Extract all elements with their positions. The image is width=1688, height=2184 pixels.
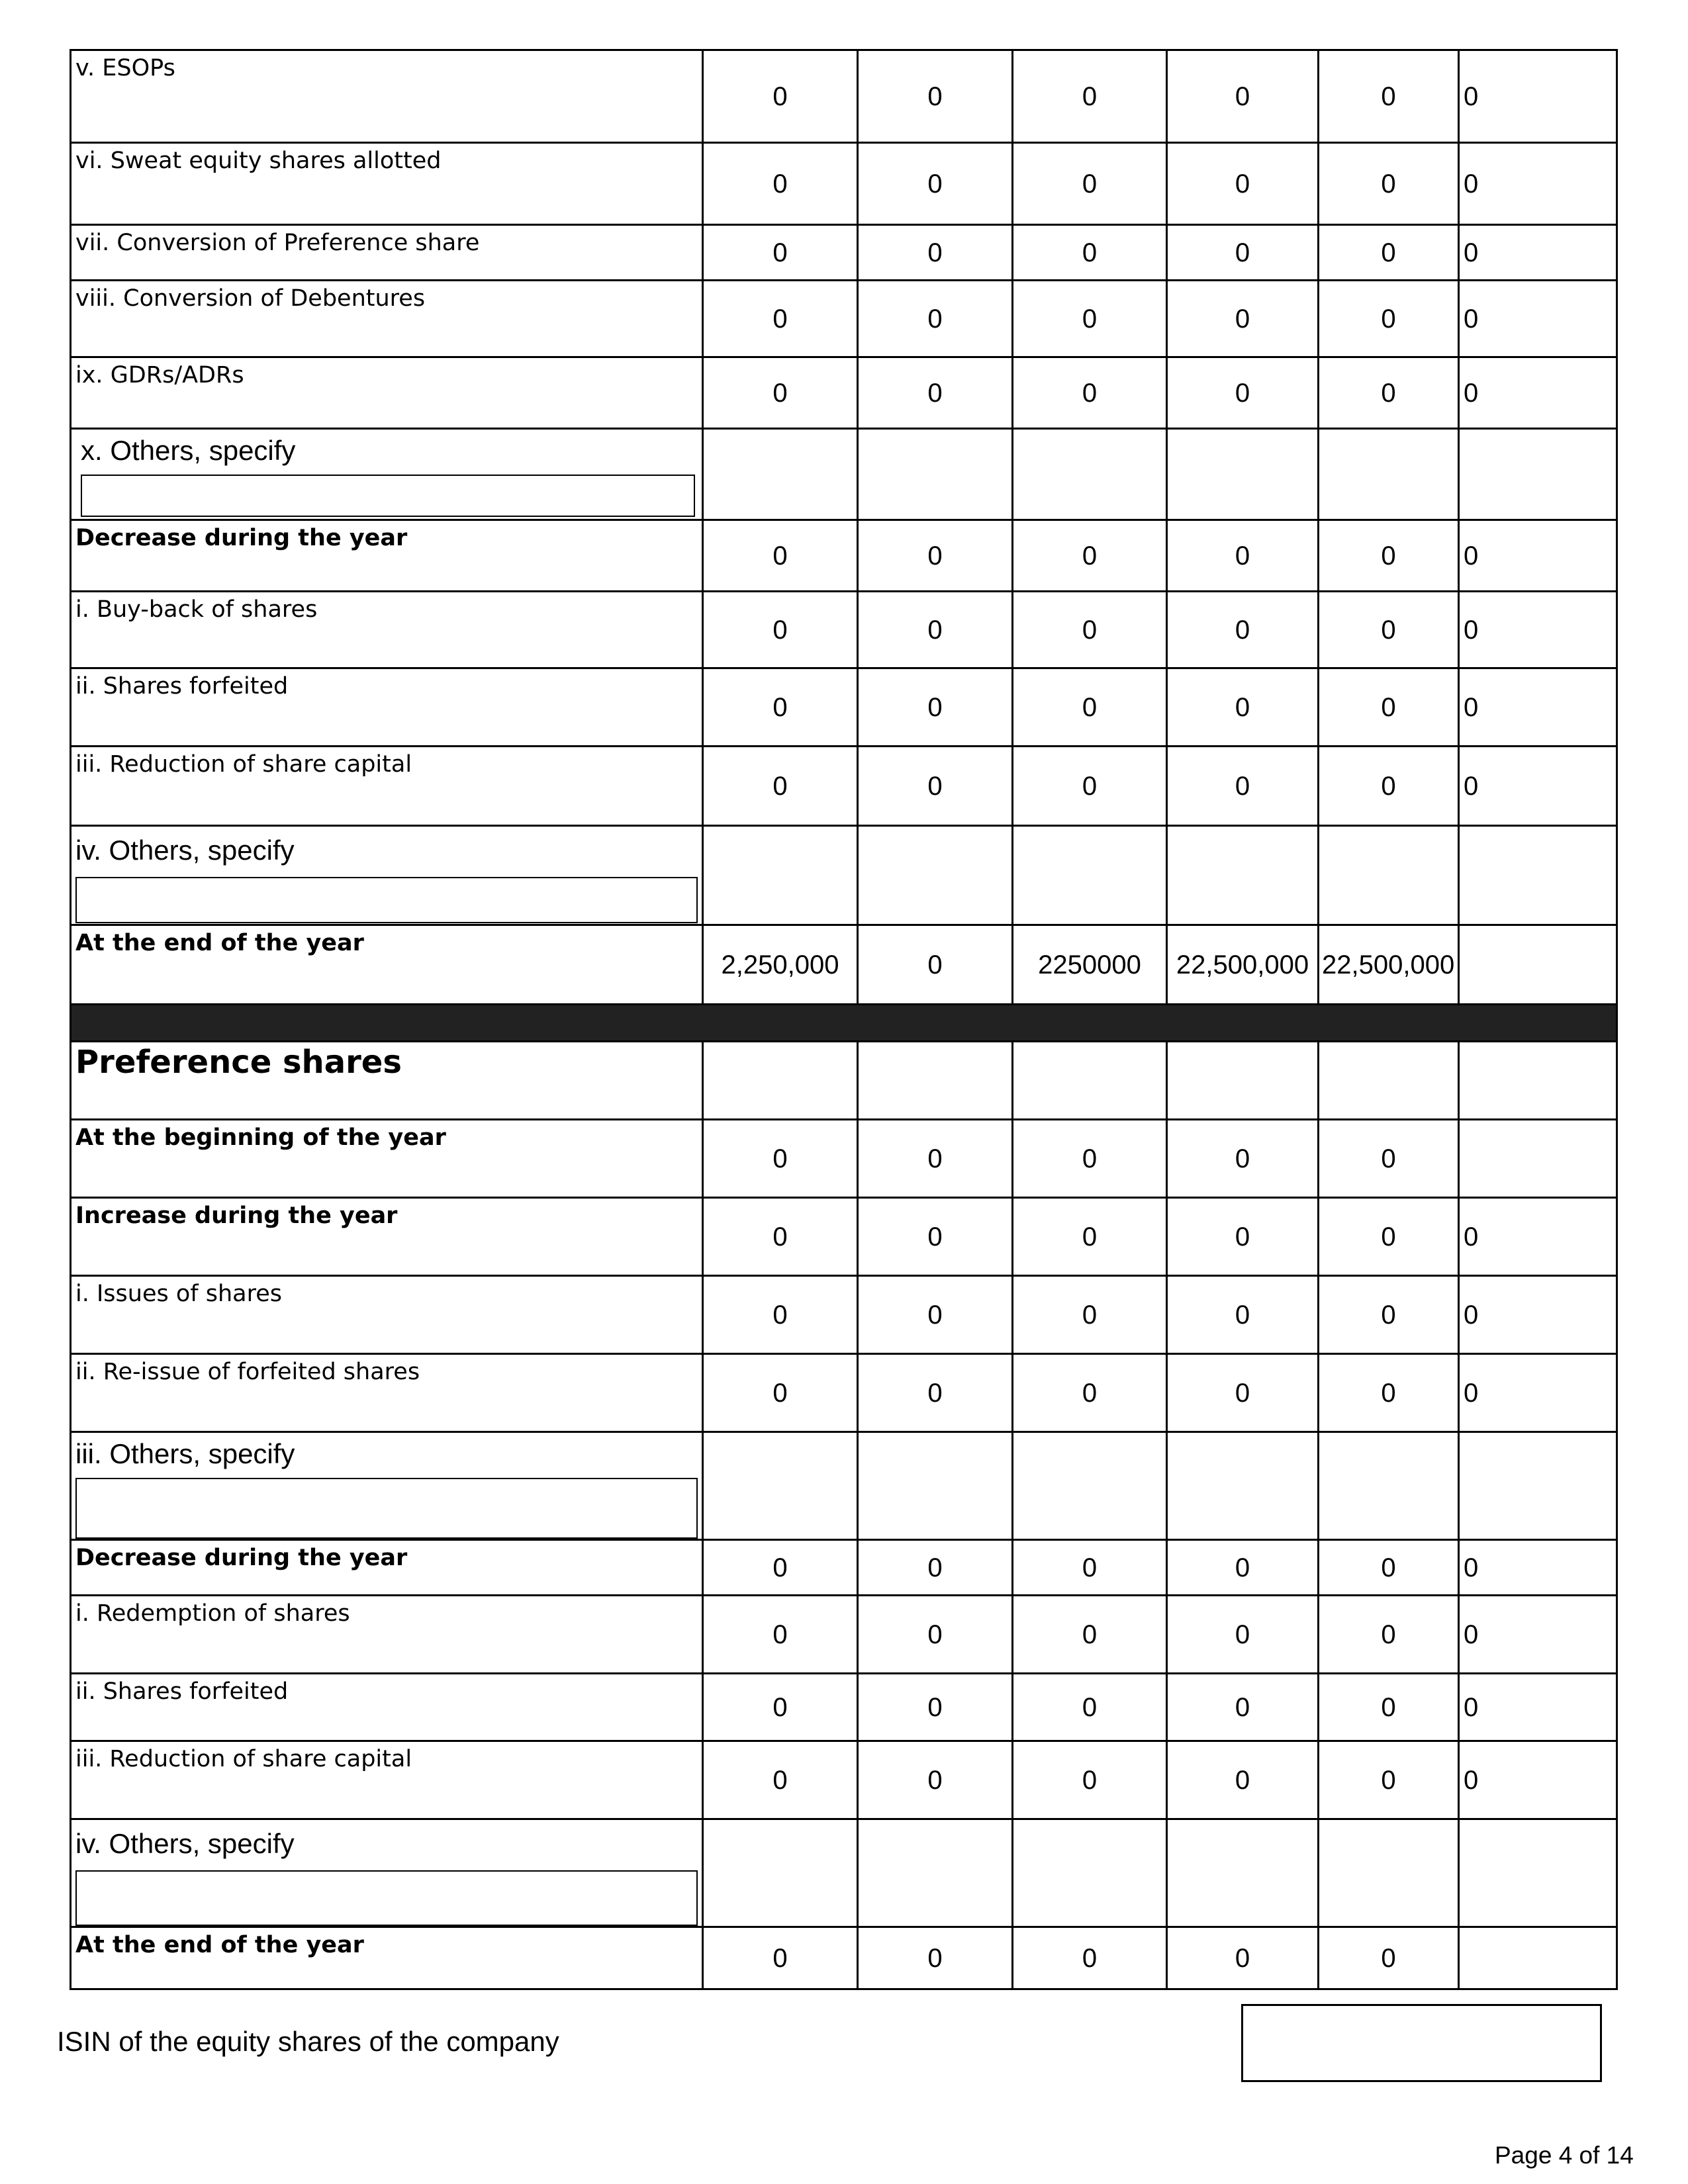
value-cell[interactable]: 0: [1167, 592, 1319, 668]
value-cell[interactable]: 0: [1459, 281, 1617, 357]
value-cell[interactable]: 0: [703, 281, 858, 357]
table-row: [71, 925, 1617, 1005]
value-cell[interactable]: [703, 1432, 858, 1540]
value-cell[interactable]: 0: [1167, 1741, 1319, 1819]
value-cell[interactable]: 0: [858, 225, 1013, 281]
row-label: At the end of the year: [71, 925, 703, 1005]
section-divider-bar: [71, 1005, 1617, 1042]
value-cell[interactable]: 0: [703, 747, 858, 826]
row-label: i. Issues of shares: [71, 1276, 703, 1354]
value-cell[interactable]: [1459, 1819, 1617, 1927]
value-cell[interactable]: 0: [1167, 668, 1319, 747]
value-cell[interactable]: 22,500,000: [1319, 925, 1459, 1005]
value-cell: [703, 1042, 858, 1120]
isin-input[interactable]: [1241, 2004, 1602, 2082]
value-cell[interactable]: 0: [1167, 50, 1319, 143]
section-divider: [71, 1005, 1617, 1042]
section-title: Preference shares: [71, 1042, 703, 1120]
row-label: Increase during the year: [71, 1198, 703, 1276]
value-cell[interactable]: 0: [1013, 1354, 1167, 1432]
value-cell[interactable]: 0: [1167, 1120, 1319, 1198]
value-cell[interactable]: 0: [1013, 357, 1167, 429]
value-cell[interactable]: 0: [1167, 1674, 1319, 1741]
others-specify-input[interactable]: [75, 1478, 698, 1539]
value-cell[interactable]: 0: [1167, 520, 1319, 592]
value-cell[interactable]: 0: [1013, 520, 1167, 592]
value-cell[interactable]: 0: [1319, 592, 1459, 668]
value-cell[interactable]: 0: [1013, 668, 1167, 747]
value-cell[interactable]: 0: [703, 1276, 858, 1354]
row-label: iii. Others, specify: [75, 1438, 295, 1469]
others-specify-cell: [71, 826, 703, 925]
value-cell[interactable]: 0: [858, 747, 1013, 826]
value-cell[interactable]: 2,250,000: [703, 925, 858, 1005]
value-cell[interactable]: 0: [858, 925, 1013, 1005]
others-specify-input[interactable]: [75, 877, 698, 923]
share-capital-table: [70, 49, 1618, 1990]
value-cell[interactable]: 0: [1167, 1276, 1319, 1354]
value-cell[interactable]: 0: [1459, 1674, 1617, 1741]
value-cell[interactable]: 0: [703, 1540, 858, 1596]
value-cell[interactable]: 0: [1167, 1596, 1319, 1674]
value-cell[interactable]: 0: [1459, 1741, 1617, 1819]
value-cell[interactable]: 0: [1167, 225, 1319, 281]
row-label: At the end of the year: [71, 1927, 703, 1989]
value-cell[interactable]: 0: [1319, 1354, 1459, 1432]
table-row: [71, 1276, 1617, 1354]
value-cell[interactable]: 0: [703, 1674, 858, 1741]
value-cell[interactable]: 0: [703, 668, 858, 747]
value-cell[interactable]: 0: [1167, 281, 1319, 357]
row-label: At the beginning of the year: [71, 1120, 703, 1198]
value-cell[interactable]: 0: [1013, 1276, 1167, 1354]
table-row: [71, 357, 1617, 429]
row-label: iii. Reduction of share capital: [71, 747, 703, 826]
row-label: v. ESOPs: [71, 50, 703, 143]
value-cell[interactable]: 0: [1167, 143, 1319, 225]
value-cell[interactable]: 0: [703, 592, 858, 668]
value-cell[interactable]: 0: [1459, 1540, 1617, 1596]
row-label: iii. Reduction of share capital: [71, 1741, 703, 1819]
table-row: [71, 281, 1617, 357]
row-label: vii. Conversion of Preference share: [71, 225, 703, 281]
value-cell[interactable]: 0: [1459, 357, 1617, 429]
value-cell[interactable]: 0: [1013, 1927, 1167, 1989]
value-cell[interactable]: [1167, 429, 1319, 520]
value-cell[interactable]: 0: [1459, 747, 1617, 826]
value-cell[interactable]: [703, 1819, 858, 1927]
value-cell[interactable]: [858, 429, 1013, 520]
value-cell: [858, 1042, 1013, 1120]
table-row: [71, 1042, 1617, 1120]
value-cell[interactable]: 0: [858, 1276, 1013, 1354]
value-cell[interactable]: 0: [1167, 1198, 1319, 1276]
value-cell[interactable]: [1319, 826, 1459, 925]
value-cell[interactable]: 0: [1013, 592, 1167, 668]
value-cell[interactable]: 0: [1459, 1596, 1617, 1674]
value-cell[interactable]: [1319, 1432, 1459, 1540]
value-cell[interactable]: 0: [858, 1741, 1013, 1819]
value-cell[interactable]: 0: [703, 1120, 858, 1198]
value-cell[interactable]: 0: [858, 1120, 1013, 1198]
value-cell[interactable]: 0: [1319, 1741, 1459, 1819]
value-cell[interactable]: [1459, 1927, 1617, 1989]
row-label: vi. Sweat equity shares allotted: [71, 143, 703, 225]
value-cell[interactable]: 0: [858, 1674, 1013, 1741]
value-cell[interactable]: 0: [1167, 1354, 1319, 1432]
value-cell[interactable]: [858, 1432, 1013, 1540]
value-cell[interactable]: 0: [703, 1596, 858, 1674]
value-cell[interactable]: 0: [1013, 747, 1167, 826]
row-label: Decrease during the year: [71, 1540, 703, 1596]
value-cell[interactable]: 0: [858, 1198, 1013, 1276]
value-cell[interactable]: [1013, 429, 1167, 520]
table-row: [71, 592, 1617, 668]
value-cell[interactable]: 0: [1319, 1674, 1459, 1741]
value-cell[interactable]: 0: [858, 1540, 1013, 1596]
value-cell[interactable]: 0: [703, 225, 858, 281]
value-cell[interactable]: 0: [1319, 1198, 1459, 1276]
value-cell[interactable]: 0: [858, 668, 1013, 747]
value-cell[interactable]: 0: [1319, 281, 1459, 357]
value-cell: [1319, 1042, 1459, 1120]
value-cell[interactable]: 0: [1459, 520, 1617, 592]
others-specify-cell: [71, 1432, 703, 1540]
value-cell[interactable]: 0: [1013, 50, 1167, 143]
value-cell[interactable]: 0: [858, 592, 1013, 668]
table-row: [71, 826, 1617, 925]
row-label: iv. Others, specify: [75, 835, 295, 866]
row-label: ii. Re-issue of forfeited shares: [71, 1354, 703, 1432]
value-cell[interactable]: 0: [858, 357, 1013, 429]
row-label: iv. Others, specify: [75, 1828, 295, 1859]
value-cell[interactable]: 22,500,000: [1167, 925, 1319, 1005]
value-cell[interactable]: 0: [703, 520, 858, 592]
row-label: i. Redemption of shares: [71, 1596, 703, 1674]
value-cell[interactable]: 0: [1459, 225, 1617, 281]
table-row: [71, 225, 1617, 281]
value-cell[interactable]: 0: [703, 143, 858, 225]
table-row: [71, 1741, 1617, 1819]
value-cell[interactable]: 0: [1013, 1198, 1167, 1276]
value-cell[interactable]: 0: [858, 1596, 1013, 1674]
value-cell[interactable]: 0: [703, 1741, 858, 1819]
value-cell[interactable]: [1319, 1819, 1459, 1927]
value-cell[interactable]: 0: [858, 520, 1013, 592]
value-cell[interactable]: 0: [1013, 143, 1167, 225]
value-cell: [1013, 1042, 1167, 1120]
table-row: [71, 1354, 1617, 1432]
value-cell[interactable]: 0: [1319, 357, 1459, 429]
value-cell[interactable]: [1459, 1120, 1617, 1198]
value-cell[interactable]: [1167, 1819, 1319, 1927]
value-cell[interactable]: [1013, 826, 1167, 925]
table-row: [71, 1927, 1617, 1989]
value-cell[interactable]: 0: [1319, 50, 1459, 143]
page-number: Page 4 of 14: [1495, 2142, 1634, 2169]
value-cell[interactable]: [703, 429, 858, 520]
table-row: [71, 1674, 1617, 1741]
value-cell[interactable]: 0: [1459, 668, 1617, 747]
value-cell[interactable]: [858, 1819, 1013, 1927]
value-cell[interactable]: [1459, 826, 1617, 925]
value-cell[interactable]: 0: [1459, 1276, 1617, 1354]
value-cell[interactable]: [1459, 1432, 1617, 1540]
value-cell[interactable]: 0: [1013, 1596, 1167, 1674]
table-row: [71, 1120, 1617, 1198]
value-cell[interactable]: [1167, 1432, 1319, 1540]
value-cell[interactable]: 0: [1319, 1120, 1459, 1198]
value-cell[interactable]: 0: [1459, 50, 1617, 143]
others-specify-input[interactable]: [75, 1870, 698, 1926]
value-cell[interactable]: 0: [1319, 1927, 1459, 1989]
value-cell[interactable]: 0: [858, 50, 1013, 143]
table-row: [71, 520, 1617, 592]
row-label: ix. GDRs/ADRs: [71, 357, 703, 429]
value-cell[interactable]: 0: [858, 1927, 1013, 1989]
value-cell[interactable]: 0: [703, 1354, 858, 1432]
table-row: [71, 429, 1617, 520]
value-cell[interactable]: 0: [1167, 1540, 1319, 1596]
value-cell[interactable]: 0: [1013, 1120, 1167, 1198]
value-cell[interactable]: 0: [1319, 747, 1459, 826]
table-row: [71, 1198, 1617, 1276]
value-cell[interactable]: 0: [858, 281, 1013, 357]
value-cell[interactable]: [1459, 925, 1617, 1005]
value-cell[interactable]: 0: [703, 1927, 858, 1989]
value-cell[interactable]: 0: [1167, 357, 1319, 429]
value-cell[interactable]: 0: [1459, 143, 1617, 225]
value-cell[interactable]: 0: [703, 1198, 858, 1276]
table-row: [71, 1596, 1617, 1674]
value-cell[interactable]: [1319, 429, 1459, 520]
value-cell[interactable]: 0: [1167, 1927, 1319, 1989]
row-label: x. Others, specify: [81, 435, 296, 466]
value-cell[interactable]: [858, 826, 1013, 925]
value-cell[interactable]: 0: [1319, 1540, 1459, 1596]
isin-label: ISIN of the equity shares of the company: [57, 2026, 559, 2057]
value-cell[interactable]: 0: [1013, 1674, 1167, 1741]
value-cell: [1459, 1042, 1617, 1120]
table-row: [71, 747, 1617, 826]
value-cell[interactable]: [1013, 1819, 1167, 1927]
table-row: [71, 668, 1617, 747]
value-cell[interactable]: 0: [1319, 143, 1459, 225]
value-cell[interactable]: 0: [1459, 1198, 1617, 1276]
value-cell[interactable]: 0: [1319, 225, 1459, 281]
value-cell[interactable]: 0: [1319, 520, 1459, 592]
value-cell[interactable]: 2250000: [1013, 925, 1167, 1005]
value-cell[interactable]: 0: [1319, 1596, 1459, 1674]
value-cell[interactable]: 0: [703, 357, 858, 429]
value-cell[interactable]: 0: [1167, 747, 1319, 826]
value-cell[interactable]: [1459, 429, 1617, 520]
row-label: i. Buy-back of shares: [71, 592, 703, 668]
others-specify-cell: [71, 429, 703, 520]
value-cell[interactable]: 0: [703, 50, 858, 143]
others-specify-cell: [71, 1819, 703, 1927]
value-cell[interactable]: 0: [1013, 1741, 1167, 1819]
value-cell[interactable]: 0: [1459, 592, 1617, 668]
value-cell[interactable]: 0: [1319, 1276, 1459, 1354]
row-label: ii. Shares forfeited: [71, 1674, 703, 1741]
table-row: [71, 143, 1617, 225]
value-cell[interactable]: 0: [1459, 1354, 1617, 1432]
row-label: ii. Shares forfeited: [71, 668, 703, 747]
value-cell[interactable]: 0: [1013, 1540, 1167, 1596]
table-row: [71, 1819, 1617, 1927]
value-cell[interactable]: 0: [1013, 281, 1167, 357]
others-specify-input[interactable]: [81, 475, 695, 517]
value-cell[interactable]: 0: [858, 1354, 1013, 1432]
value-cell[interactable]: [1167, 826, 1319, 925]
table-row: [71, 1432, 1617, 1540]
table-row: [71, 1540, 1617, 1596]
value-cell[interactable]: [1013, 1432, 1167, 1540]
row-label: Decrease during the year: [71, 520, 703, 592]
value-cell[interactable]: [703, 826, 858, 925]
value-cell[interactable]: 0: [858, 143, 1013, 225]
table-row: [71, 50, 1617, 143]
row-label: viii. Conversion of Debentures: [71, 281, 703, 357]
value-cell: [1167, 1042, 1319, 1120]
value-cell[interactable]: 0: [1319, 668, 1459, 747]
value-cell[interactable]: 0: [1013, 225, 1167, 281]
